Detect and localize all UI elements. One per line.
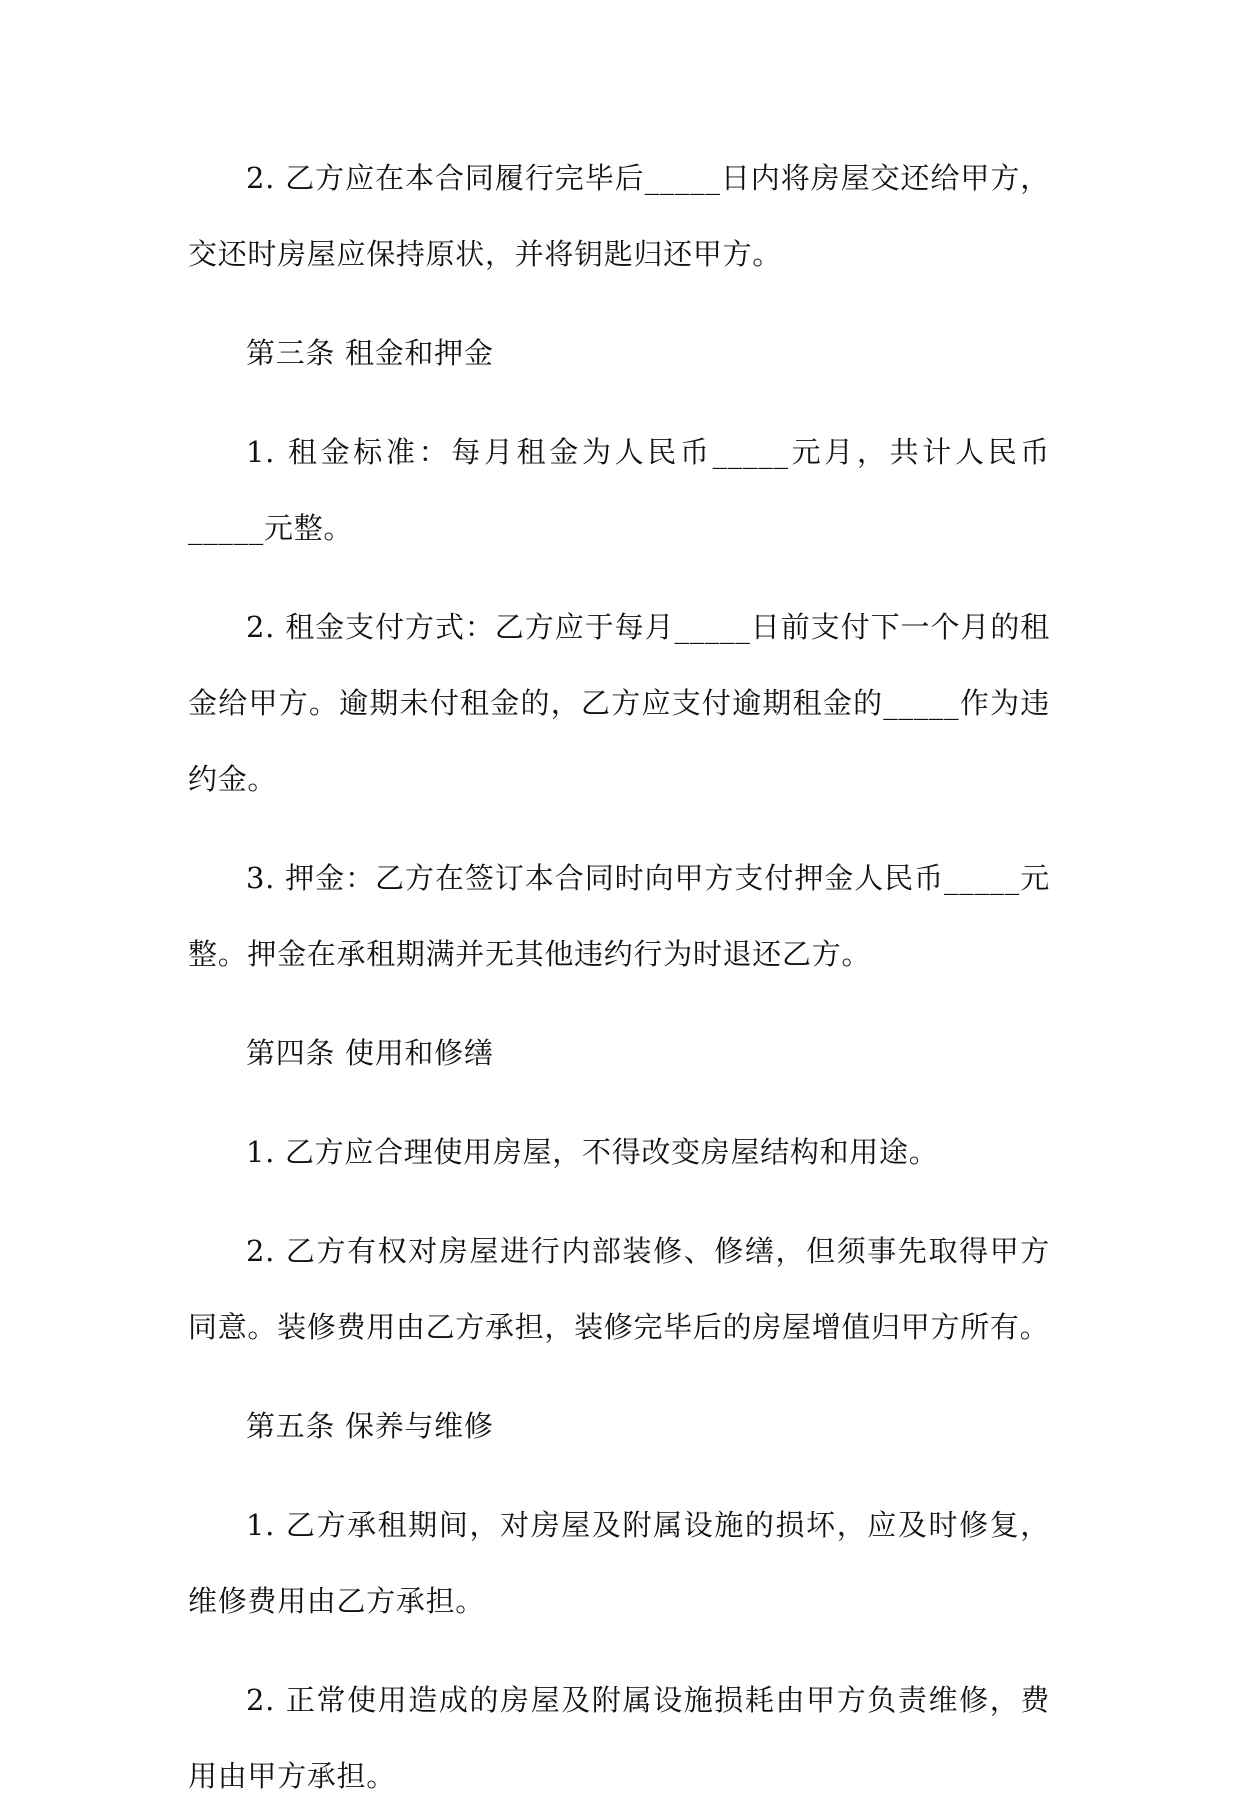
clause-deposit: 3. 押金：乙方在签订本合同时向甲方支付押金人民币_____元整。押金在承租期满并无其他违约行为时退还乙方。 [188, 861, 1050, 971]
document-body [188, 140, 1050, 1814]
clause-renovation: 2. 乙方有权对房屋进行内部装修、修缮，但须事先取得甲方同意。装修费用由乙方承担，装修完毕后的房屋增值归甲方所有。 [188, 1234, 1050, 1344]
clause-tenant-repairs: 1. 乙方承租期间，对房屋及附属设施的损坏，应及时修复，维修费用由乙方承担。 [188, 1508, 1050, 1618]
clause-2-return-house: 2. 乙方应在本合同履行完毕后_____日内将房屋交还给甲方，交还时房屋应保持原状，并将钥匙归还甲方。 [188, 161, 1050, 271]
clause-landlord-repairs: 2. 正常使用造成的房屋及附属设施损耗由甲方负责维修，费用由甲方承担。 [188, 1683, 1050, 1793]
clause-use-house: 1. 乙方应合理使用房屋，不得改变房屋结构和用途。 [246, 1135, 939, 1169]
clause-rent-standard: 1. 租金标准：每月租金为人民币_____元月，共计人民币_____元整。 [188, 435, 1050, 545]
clause-rent-payment-method: 2. 租金支付方式：乙方应于每月_____日前支付下一个月的租金给甲方。逾期未付租金的，乙方应支付逾期租金的_____作为违约金。 [188, 610, 1050, 796]
section-3-heading: 第三条 租金和押金 [246, 336, 494, 370]
section-5-heading: 第五条 保养与维修 [246, 1409, 494, 1443]
section-4-heading: 第四条 使用和修缮 [246, 1036, 494, 1070]
